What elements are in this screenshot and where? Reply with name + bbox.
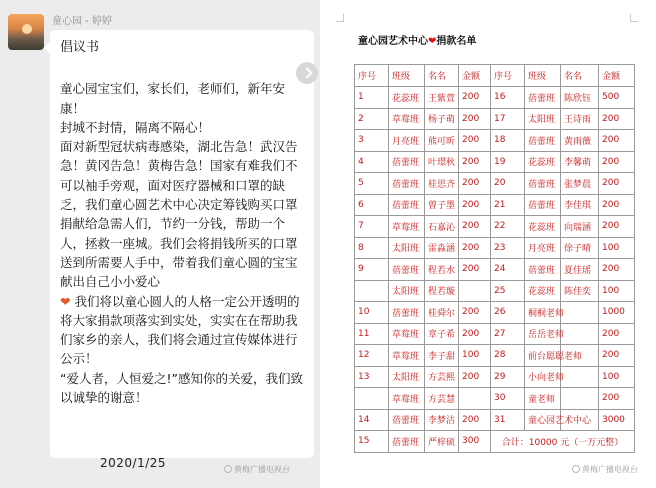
- table-cell: 蓓蕾班: [525, 194, 561, 216]
- table-cell: 10: [355, 302, 389, 324]
- table-cell: 月亮班: [389, 130, 425, 152]
- table-header-cell: 序号: [491, 65, 525, 87]
- table-cell: 100: [599, 280, 635, 302]
- table-cell: [459, 388, 491, 410]
- table-cell: 200: [599, 216, 635, 238]
- table-cell: 3000: [599, 409, 635, 431]
- table-cell: 30: [491, 388, 525, 410]
- table-cell: 太阳班: [525, 108, 561, 130]
- table-cell: [459, 280, 491, 302]
- table-cell: [561, 388, 599, 410]
- table-cell: 200: [459, 173, 491, 195]
- table-row: [355, 280, 635, 302]
- table-cell: 小向老师: [525, 366, 561, 388]
- table-cell: 月亮班: [525, 237, 561, 259]
- table-cell: 严梓硕: [425, 431, 459, 453]
- table-cell: 8: [355, 237, 389, 259]
- table-cell: 徐子晴: [561, 237, 599, 259]
- table-cell: 熊可昕: [425, 130, 459, 152]
- table-cell: 草莓班: [389, 388, 425, 410]
- table-header-cell: 金额: [599, 65, 635, 87]
- table-cell: 14: [355, 409, 389, 431]
- table-cell: 李馨萌: [561, 151, 599, 173]
- table-cell: 花蕊班: [525, 280, 561, 302]
- watermark-logo-icon: [224, 465, 232, 473]
- table-cell: 童心园艺术中心: [525, 409, 561, 431]
- table-row: [355, 366, 635, 388]
- table-row: [355, 431, 635, 453]
- table-cell: 夏佳瑶: [561, 259, 599, 281]
- table-cell: 3: [355, 130, 389, 152]
- table-cell: 草莓班: [389, 323, 425, 345]
- table-cell: [561, 302, 599, 324]
- table-cell: 王诗雨: [561, 108, 599, 130]
- table-cell: 程若水: [425, 259, 459, 281]
- table-cell: 19: [491, 151, 525, 173]
- donation-table: [354, 64, 635, 453]
- table-cell: 雷淼涵: [425, 237, 459, 259]
- table-cell: 蓓蕾班: [525, 87, 561, 109]
- table-row: [355, 323, 635, 345]
- table-cell: 李佳琪: [561, 194, 599, 216]
- table-cell: 16: [491, 87, 525, 109]
- share-icon[interactable]: [296, 62, 318, 84]
- table-cell: 蓓蕾班: [389, 431, 425, 453]
- table-cell: 200: [459, 87, 491, 109]
- table-cell: 桐桐老师: [525, 302, 561, 324]
- table-cell: 200: [459, 323, 491, 345]
- table-cell: 11: [355, 323, 389, 345]
- table-cell: 200: [459, 302, 491, 324]
- table-cell: 桂舜尔: [425, 302, 459, 324]
- table-cell: 200: [459, 366, 491, 388]
- table-row: [355, 216, 635, 238]
- table-cell: 石嘉沁: [425, 216, 459, 238]
- table-header-cell: 班级: [389, 65, 425, 87]
- table-cell: 蓓蕾班: [525, 173, 561, 195]
- table-cell: [355, 388, 389, 410]
- table-cell: 李梦洁: [425, 409, 459, 431]
- table-cell: [355, 280, 389, 302]
- table-cell: 1000: [599, 302, 635, 324]
- table-cell: 27: [491, 323, 525, 345]
- table-cell: 200: [599, 388, 635, 410]
- table-cell: [561, 366, 599, 388]
- table-cell: 陈佳奕: [561, 280, 599, 302]
- table-cell: 13: [355, 366, 389, 388]
- table-cell: 100: [599, 366, 635, 388]
- table-cell: 李子甜: [425, 345, 459, 367]
- message-line: [60, 292, 306, 369]
- watermark-logo-icon: [572, 465, 580, 473]
- table-cell: 蓓蕾班: [389, 173, 425, 195]
- table-cell: 9: [355, 259, 389, 281]
- table-row: [355, 259, 635, 281]
- table-cell: 程若璇: [425, 280, 459, 302]
- table-cell: 200: [459, 130, 491, 152]
- table-row: [355, 87, 635, 109]
- table-header-cell: 班级: [525, 65, 561, 87]
- table-cell: 22: [491, 216, 525, 238]
- table-cell: 20: [491, 173, 525, 195]
- table-header-row: [355, 65, 635, 87]
- table-cell: 5: [355, 173, 389, 195]
- table-header-cell: 名名: [561, 65, 599, 87]
- doc-title: 童心园艺术中心❤捐款名单: [358, 36, 477, 47]
- table-cell: 黄雨薇: [561, 130, 599, 152]
- table-row: [355, 151, 635, 173]
- table-cell: 4: [355, 151, 389, 173]
- watermark: 黄梅广播电视台: [224, 464, 290, 475]
- table-cell: 太阳班: [389, 237, 425, 259]
- table-cell: 蓓蕾班: [389, 409, 425, 431]
- crop-corner-icon: [630, 14, 638, 22]
- table-cell: 曾子墨: [425, 194, 459, 216]
- table-cell: 200: [599, 345, 635, 367]
- table-cell: 草莓班: [389, 216, 425, 238]
- table-cell: 前台聪聪老师: [525, 345, 561, 367]
- table-cell: 蓓蕾班: [389, 259, 425, 281]
- table-cell: 17: [491, 108, 525, 130]
- table-cell: 28: [491, 345, 525, 367]
- message-heading: 倡议书: [60, 40, 100, 55]
- table-cell: 蓓蕾班: [525, 259, 561, 281]
- table-cell: 200: [459, 151, 491, 173]
- table-cell: 100: [459, 345, 491, 367]
- table-row: [355, 345, 635, 367]
- table-cell: 100: [599, 237, 635, 259]
- table-cell: 叶璟秋: [425, 151, 459, 173]
- table-row: [355, 388, 635, 410]
- table-cell: 200: [599, 194, 635, 216]
- table-cell: 岳岳老师: [525, 323, 561, 345]
- table-cell: 蓓蕾班: [525, 130, 561, 152]
- crop-corner-icon: [336, 14, 344, 22]
- table-row: [355, 130, 635, 152]
- table-cell: 200: [599, 130, 635, 152]
- table-cell: 200: [599, 108, 635, 130]
- table-cell: 花蕊班: [525, 151, 561, 173]
- table-header-cell: 金额: [459, 65, 491, 87]
- table-row: [355, 108, 635, 130]
- table-cell: 200: [459, 216, 491, 238]
- table-row: [355, 237, 635, 259]
- table-header-cell: 序号: [355, 65, 389, 87]
- table-cell: 15: [355, 431, 389, 453]
- donation-list-image: [326, 0, 656, 488]
- table-header-cell: 名名: [425, 65, 459, 87]
- table-cell: 草莓班: [389, 108, 425, 130]
- table-cell: 200: [459, 259, 491, 281]
- table-cell: [561, 323, 599, 345]
- table-cell: 12: [355, 345, 389, 367]
- table-cell: 陈欣钰: [561, 87, 599, 109]
- table-row: [355, 302, 635, 324]
- table-cell: 300: [459, 431, 491, 453]
- table-cell: 25: [491, 280, 525, 302]
- table-cell: 26: [491, 302, 525, 324]
- table-cell: 杨子萌: [425, 108, 459, 130]
- table-cell: 200: [459, 409, 491, 431]
- table-cell: 200: [599, 259, 635, 281]
- table-cell: 桂思齐: [425, 173, 459, 195]
- table-cell: 500: [599, 87, 635, 109]
- sender-avatar[interactable]: [8, 14, 44, 50]
- table-cell: 花蕊班: [389, 87, 425, 109]
- table-cell: 200: [459, 108, 491, 130]
- table-cell: 王紫萱: [425, 87, 459, 109]
- message-line: 面对新型冠状病毒感染，湖北告急！武汉告急！黄冈告急！黄梅告急！国家有难我们不可以袖手旁观，面对医疗器械和口罩的缺乏，我们童心圆艺术中心决定筹钱购买口罩捐献给急需人们，节约一分钱，帮助一个人，拯救一座城。我们会将捐钱所买的口罩送到所需要人手中，带着我们童心圆的宝宝献出自己小小爱心: [60, 139, 298, 290]
- table-cell: 蓓蕾班: [389, 194, 425, 216]
- table-cell: 蓓蕾班: [389, 151, 425, 173]
- heart-icon: ❤: [60, 293, 71, 309]
- table-cell: 7: [355, 216, 389, 238]
- message-line: “爱人者，人恒爱之!”感知你的关爱，我们致以诚挚的谢意！: [60, 370, 303, 406]
- message-line: 封城不封情，隔离不隔心！: [60, 119, 211, 135]
- table-cell: 200: [599, 323, 635, 345]
- table-row: [355, 194, 635, 216]
- table-cell: 2: [355, 108, 389, 130]
- message-date: 2020/1/25: [100, 456, 167, 470]
- table-cell: 蓓蕾班: [389, 302, 425, 324]
- table-cell: 花蕊班: [525, 216, 561, 238]
- table-cell: 向瑞涵: [561, 216, 599, 238]
- table-cell: 29: [491, 366, 525, 388]
- table-cell: 6: [355, 194, 389, 216]
- table-cell: 31: [491, 409, 525, 431]
- message-line: 童心园宝宝们，家长们，老师们，新年安康！: [60, 81, 286, 116]
- heart-icon: ❤: [428, 36, 437, 47]
- watermark: 黄梅广播电视台: [572, 464, 638, 475]
- table-cell: 草莓班: [389, 345, 425, 367]
- table-cell: 太阳班: [389, 280, 425, 302]
- table-cell: 方芸慧: [425, 388, 459, 410]
- table-cell: 21: [491, 194, 525, 216]
- table-cell: 200: [599, 173, 635, 195]
- table-cell: 章子希: [425, 323, 459, 345]
- sender-name: 童心园 - 婷婷: [52, 16, 112, 27]
- table-cell: 合计：10000 元（一万元整）: [491, 431, 635, 453]
- table-cell: 23: [491, 237, 525, 259]
- table-cell: 200: [459, 237, 491, 259]
- table-cell: 张梦晨: [561, 173, 599, 195]
- table-cell: 1: [355, 87, 389, 109]
- chat-panel: [0, 0, 320, 488]
- table-cell: 18: [491, 130, 525, 152]
- table-cell: 200: [459, 194, 491, 216]
- table-row: [355, 173, 635, 195]
- message-line-text: 我们将以童心圆人的人格一定公开透明的将大家捐款项落实到实处，实实在在帮助我们家乡的亲人，我们将会通过宣传媒体进行公示！: [60, 293, 300, 367]
- table-cell: 童老师: [525, 388, 561, 410]
- table-cell: 太阳班: [389, 366, 425, 388]
- table-row: [355, 409, 635, 431]
- table-cell: 24: [491, 259, 525, 281]
- table-cell: 200: [599, 151, 635, 173]
- message-bubble[interactable]: [50, 30, 314, 458]
- table-cell: 方芸熙: [425, 366, 459, 388]
